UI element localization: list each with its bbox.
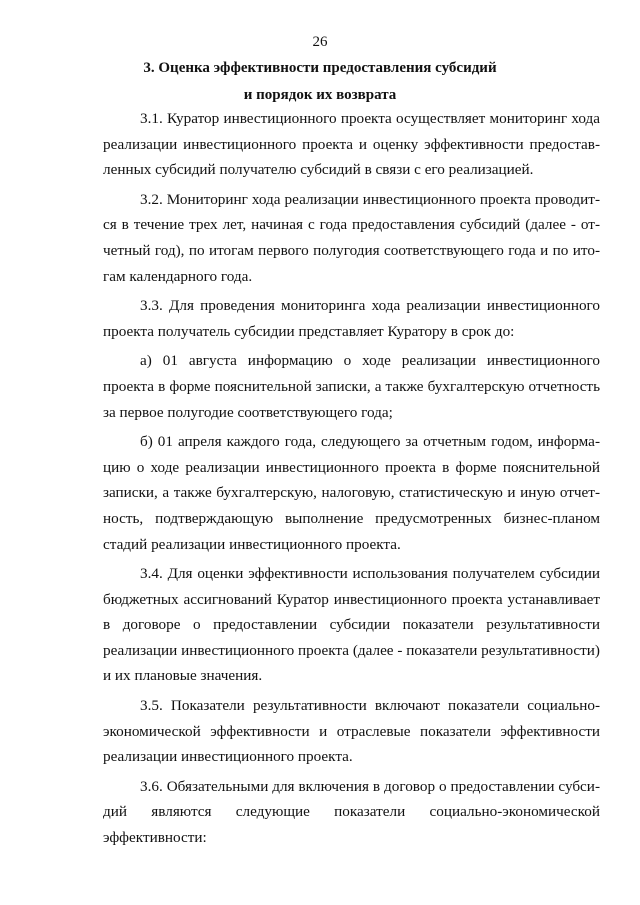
paragraph-3-6: 3.6. Обязательными для включения в договор о предоставлении субсидий являются следующие показатели социально-экономической эффективности: <box>103 777 600 847</box>
paragraph-3-5: 3.5. Показатели результативности включают показатели социально-экономической эффективности и отраслевые показатели эффективности реализации инвестиционного проекта. <box>103 697 600 766</box>
section-title-line-2: и порядок их возврата <box>243 87 397 103</box>
paragraph-3-3-a: а) 01 августа информацию о ходе реализации инвестиционного проекта в форме пояснительной записки, а также бухгалтерскую отчетность за первое полугодие соответствующего года; <box>103 352 600 421</box>
paragraph-3-3: 3.3. Для проведения мониторинга хода реализации инвестиционного проекта получатель субсидии представляет Куратору в срок до: <box>103 297 600 340</box>
paragraph-3-3-b: б) 01 апреля каждого года, следующего за отчетным годом, информацию о ходе реализации инвестиционного проекта в форме пояснительной записки, а также бухгалтерскую, налоговую, статистическую и иную отчетность, подтверждающую выполнение предусмотренных бизнес-планом стадий реализации инвестиционного проекта. <box>103 433 600 553</box>
section-body <box>103 106 600 851</box>
paragraph-3-2: 3.2. Мониторинг хода реализации инвестиционного проекта проводится в течение трех лет, начиная с года предоставления субсидий (далее - отчетный год), по итогам первого полугодия соответствующего года и по итогам календарного года. <box>103 190 600 285</box>
paragraph-3-4: 3.4. Для оценки эффективности использования получателем субсидии бюджетных ассигнований Куратор инвестиционного проекта устанавливает в договоре о предоставлении субсидии показатели результативности реализации инвестиционного проекта (далее - показатели результативности) и их плановые значения. <box>103 565 600 685</box>
paragraph-3-1: 3.1. Куратор инвестиционного проекта осуществляет мониторинг хода реализации инвестиционного проекта и оценку эффективности предоставленных субсидий получателю субсидий в связи с его реализацией. <box>103 110 600 179</box>
section-title-line-1: 3. Оценка эффективности предоставления субсидий <box>143 60 497 76</box>
page-number: 26 <box>312 34 328 50</box>
